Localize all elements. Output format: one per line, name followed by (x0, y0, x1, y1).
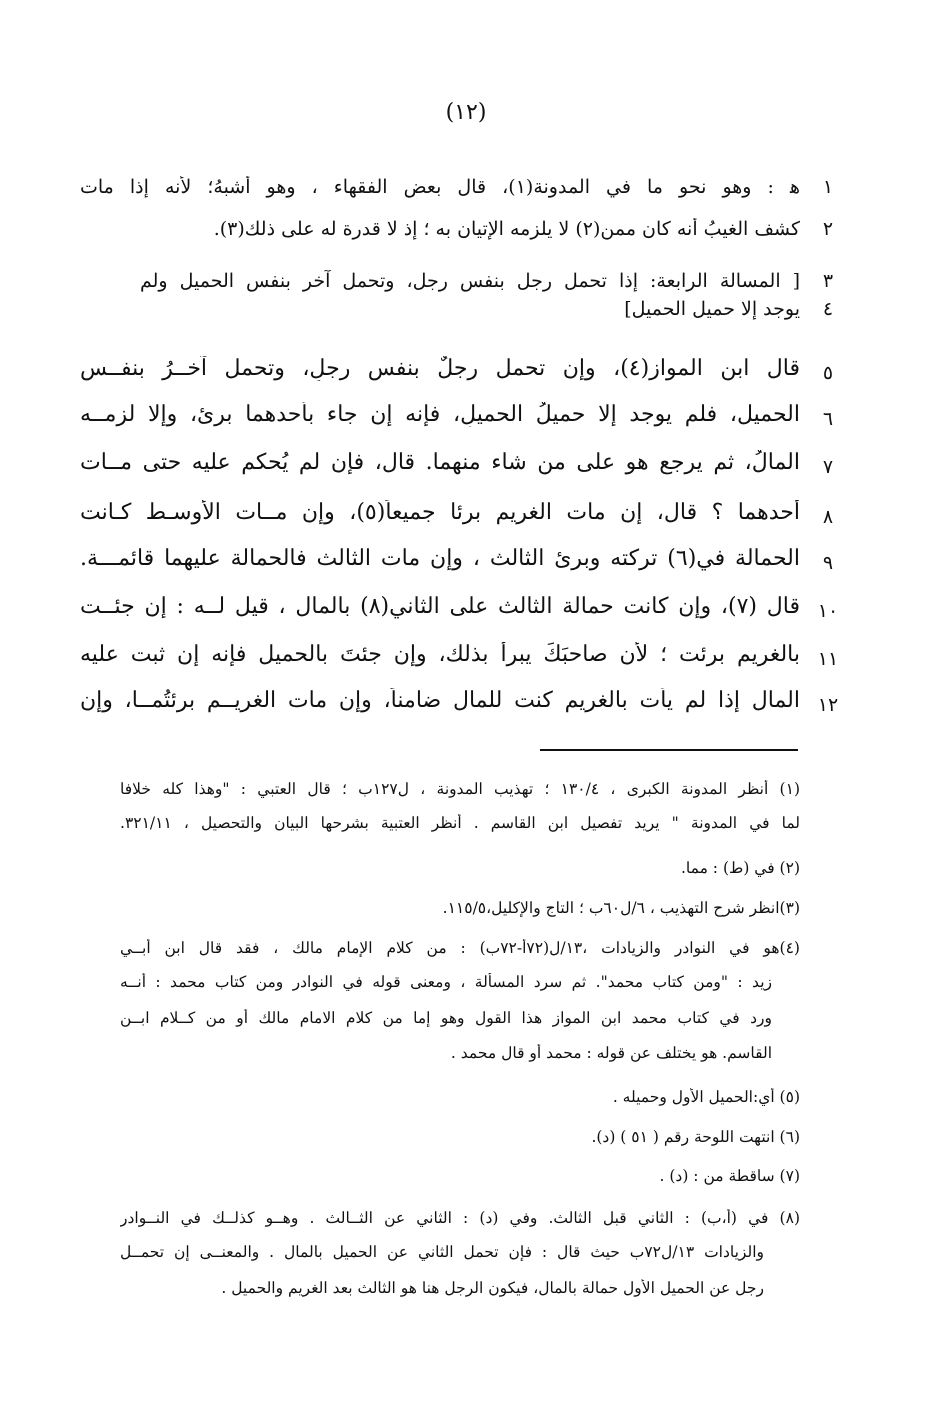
footnote-line: زيد : "ومن كتاب محمد". ثم سرد المسألة ، ومعنى قوله في النوادر ومن كتاب محمد : أنــه (120, 973, 772, 991)
line-number: ١ (822, 176, 834, 198)
text-line: المال إذا لم يأت بالغريم كنت للمال ضامناً، وإن مات الغريــم برئتُمــا، وإن (80, 688, 800, 713)
text-line: قال (٧)، وإن كانت حمالة الثالث على الثاني(٨) بالمال ، قيل لــه : إن جئــت (80, 594, 800, 619)
footnote-divider (540, 749, 798, 751)
text-line: المالُ، ثم يرجع هو على من شاء منهما. قال، فإن لم يُحكم عليه حتى مــات (80, 450, 800, 475)
line-number: ٢ (822, 218, 834, 240)
line-number: ٩ (822, 552, 834, 574)
line-number: ٣ (822, 270, 834, 292)
footnote-line: القاسم. هو يختلف عن قوله : محمد أو قال محمد . (450, 1044, 772, 1062)
line-number: ١٠ (817, 600, 839, 622)
footnote-line: (٣)انظر شرح التهذيب ، ٦/ل٦٠ب ؛ التاج والإكليل،١١٥/٥. (442, 899, 800, 917)
section-heading: [ المسالة الرابعة: إذا تحمل رجل بنفس رجل، وتحمل آخر بنفس الحميل ولم (140, 270, 800, 292)
text-line: الحمالة في(٦) تركته وبرئ الثالث ، وإن مات الثالث فالحمالة عليهما قائمـــة. (80, 546, 800, 571)
footnote-line: ورد في كتاب محمد ابن المواز هذا القول وهو إما من كلام الامام مالك أو من كــلام ابــن (120, 1009, 772, 1027)
line-number: ٨ (822, 506, 834, 528)
footnote-line: لما في المدونة " يريد تفصيل ابن القاسم . أُنظر العتبية بشرحها البيان والتحصيل ، ٣٢١/١١. (120, 814, 800, 832)
footnote-line: والزيادات ١٣/ل٧٢ب حيث قال : فإن تحمل الثاني عن الحميل بالمال . والمعنــى إن تحمــل (120, 1243, 764, 1261)
line-number: ١٢ (817, 694, 839, 716)
footnote-line: (٥) أي:الحميل الأول وحميله . (612, 1088, 800, 1106)
section-heading: يوجد إلا حميل الحميل] (624, 298, 800, 320)
line-number: ٦ (822, 408, 834, 430)
footnote-line: (٢) في (ط) : مما. (680, 859, 800, 877)
footnote-line: (٧) ساقطة من : (د) . (659, 1167, 800, 1185)
text-line: بالغريم برئت ؛ لأن صاحبَكَ يبرأُ بذلك، وإن جئتَ بالحميل فإنه إن ثبت عليه (80, 642, 800, 667)
line-number: ١١ (817, 648, 839, 670)
page-number: (١٢) (445, 100, 487, 125)
text-line: قال ابن المواز(٤)، وإن تحمل رجلٌ بنفس رجلٍ، وتحمل آخــرُ بنفــس (80, 356, 800, 381)
footnote-line: (١) أُنظر المدونة الكبرى ، ١٣٠/٤ ؛ تهذيب المدونة ، ل١٢٧ب ؛ قال العتبي : "وهذا كله خلافا (120, 780, 800, 798)
text-line: ﻫ : وهو نحو ما في المدونة(١)، قال بعض الفقهاء ، وهو أشبهُ؛ لأنه إذا مات (80, 176, 800, 198)
footnote-line: رجل عن الحميل الأول حمالة بالمال، فيكون الرجل هنا هو الثالث بعد الغريم والحميل . (221, 1279, 764, 1297)
line-number: ٥ (822, 362, 834, 384)
footnote-line: (٤)هو في النوادر والزيادات ،١٣/ل(٧٢أ-٧٢ب) : من كلام الإمام مالك ، فقد قال ابن أبــي (120, 939, 800, 957)
footnote-line: (٨) في (أ،ب) : الثاني قبل الثالث. وفي (د) : الثاني عن الثــالث . وهــو كذلــك في النــوادر (120, 1209, 800, 1227)
footnote-line: (٦) انتهت اللوحة رقم ( ٥١ ) (د). (591, 1128, 800, 1146)
line-number: ٧ (822, 456, 834, 478)
text-line: كشف الغيبُ أنه كان ممن(٢) لا يلزمه الإتيان به ؛ إذ لا قدرة له على ذلك(٣). (213, 218, 800, 240)
text-line: الحميل، فلم يوجد إلا حميلُ الحميلِ، فإنه إن جاء بأحدهما برئ، وإلا لزمــه (80, 402, 800, 427)
text-line: أحدهما ؟ قال، إن مات الغريم برئا جميعاً(٥)، وإن مــات الأوسـط كـانت (80, 500, 800, 525)
line-number: ٤ (822, 298, 834, 320)
